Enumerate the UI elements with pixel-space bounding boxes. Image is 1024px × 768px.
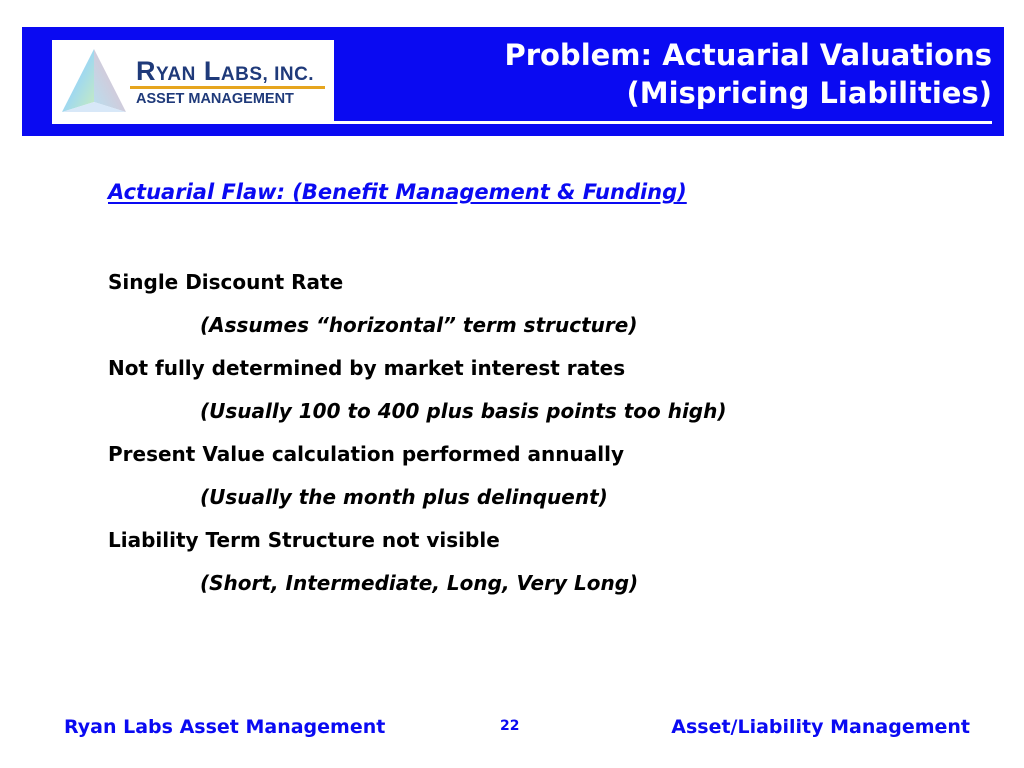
logo-divider (130, 86, 325, 89)
header-banner (22, 27, 1004, 136)
section-heading: Actuarial Flaw: (Benefit Management & Funding) (108, 180, 687, 204)
logo-wordmark: RYAN LABS, INC. (136, 56, 315, 86)
bullet-subitem: (Short, Intermediate, Long, Very Long) (200, 571, 639, 595)
bullet-subitem: (Usually the month plus delinquent) (200, 485, 608, 509)
logo-subtitle: ASSET MANAGEMENT (136, 91, 294, 107)
bullet-item: Not fully determined by market interest rates (108, 356, 626, 380)
bullet-item: Single Discount Rate (108, 270, 344, 294)
footer-company: Ryan Labs Asset Management (64, 716, 386, 738)
footer-topic: Asset/Liability Management (671, 716, 970, 738)
bullet-item: Liability Term Structure not visible (108, 528, 500, 552)
page-number: 22 (500, 718, 520, 734)
bullet-item: Present Value calculation performed annually (108, 442, 625, 466)
slide-title-line-1: Problem: Actuarial Valuations (504, 38, 992, 72)
pyramid-logo-icon (58, 46, 130, 118)
title-underline (332, 121, 992, 124)
bullet-subitem: (Assumes “horizontal” term structure) (200, 313, 638, 337)
slide-title-line-2: (Mispricing Liabilities) (626, 76, 992, 110)
company-logo (52, 40, 334, 124)
bullet-subitem: (Usually 100 to 400 plus basis points too high) (200, 399, 727, 423)
slide-title (372, 36, 992, 112)
